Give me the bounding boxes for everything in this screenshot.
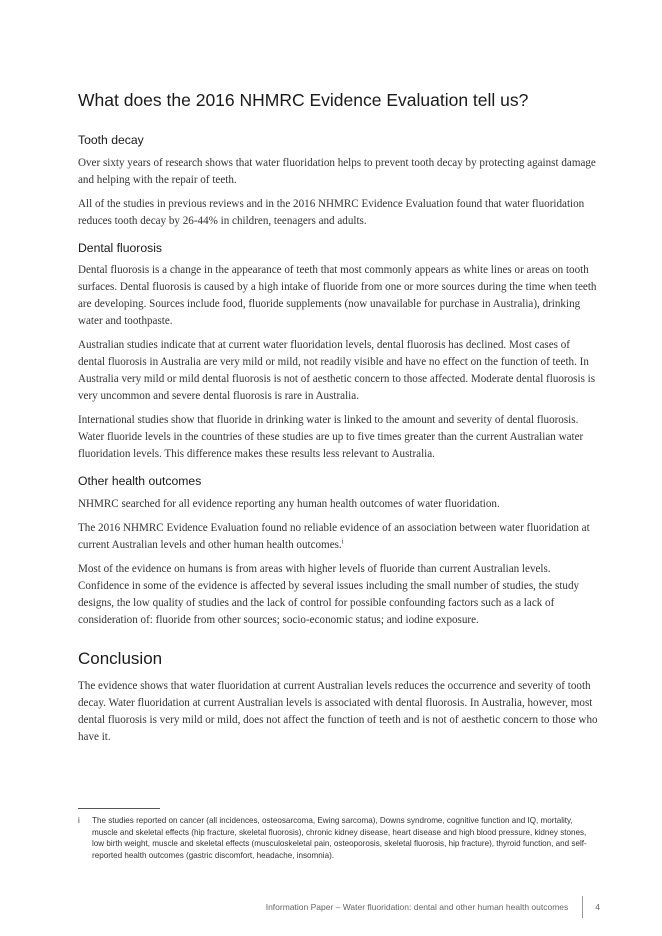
paragraph: Dental fluorosis is a change in the appearance of teeth that most commonly appears as white lines or areas on tooth surfaces. Dental fluorosis is caused by a high intake of fluoride from one or more sources during the time when teeth are developing. Sources include food, fluoride supplements (now unavailable for purchase in Australia), drinking water and toothpaste. (78, 264, 597, 328)
page-number: 4 (595, 902, 600, 912)
section-title-dental-fluorosis: Dental fluorosis (78, 240, 162, 255)
section-dental-fluorosis (78, 241, 598, 464)
section-title-tooth-decay: Tooth decay (78, 133, 144, 147)
main-content (78, 90, 598, 753)
paragraph: International studies show that fluoride in drinking water is linked to the amount and severity of dental fluorosis. Water fluoride levels in the countries of these studies are up to five times greater than the current Australian water fluoridation levels. This difference makes these results less relevant to Australia. (78, 414, 584, 461)
footnote (78, 815, 598, 861)
paragraph: NHMRC searched for all evidence reporting any human health outcomes of water fluoridation. (78, 497, 500, 510)
footnote-reference: i (341, 537, 344, 546)
footnote-divider (78, 808, 160, 809)
paragraph: Over sixty years of research shows that water fluoridation helps to prevent tooth decay by protecting against damage and helping with the repair of teeth. (78, 156, 596, 186)
paragraph: The evidence shows that water fluoridation at current Australian levels reduces the occurrence and severity of tooth decay. Water fluoridation at current Australian levels is associated with dental fluorosis. In Australia, however, most dental fluorosis is very mild or mild, does not affect the function of teeth and is not of aesthetic concern to those who have it. (78, 680, 598, 744)
section-title-conclusion: Conclusion (78, 648, 163, 668)
section-title-other-outcomes: Other health outcomes (78, 474, 202, 489)
paragraph-with-footnote (78, 520, 598, 554)
footnote-mark: i (78, 816, 80, 825)
section-conclusion (78, 649, 598, 746)
paragraph: Most of the evidence on humans is from areas with higher levels of fluoride than current Australian levels. Confidence in some of the evidence is affected by several issues including the small number of studies, the study designs, the low quality of studies and the lack of control for possible confounding factors such as a lack of consideration of: fluoride from other sources; socio-economic status; and iodine exposure. (78, 562, 580, 626)
footer-divider (582, 896, 583, 918)
footer-title: Information Paper – Water fluoridation: dental and other human health outcomes (265, 902, 569, 912)
paragraph-text: The 2016 NHMRC Evidence Evaluation found no reliable evidence of an association between water fluoridation at current Australian levels and other human health outcomes. (78, 521, 590, 551)
page-heading: What does the 2016 NHMRC Evidence Evaluation tell us? (78, 90, 529, 110)
paragraph: Australian studies indicate that at current water fluoridation levels, dental fluorosis has declined. Most cases of dental fluorosis in Australia are very mild or mild, not readily visible and have no effect on the function of teeth. In Australia very mild or mild dental fluorosis is not of aesthetic concern to those affected. Moderate dental fluorosis is very uncommon and severe dental fluorosis is rare in Australia. (78, 339, 596, 403)
paragraph: All of the studies in previous reviews and in the 2016 NHMRC Evidence Evaluation found that water fluoridation reduces tooth decay by 26-44% in children, teenagers and adults. (78, 197, 585, 227)
page-footer (266, 900, 600, 914)
footnote-text: The studies reported on cancer (all incidences, osteosarcoma, Ewing sarcoma), Downs syndrome, cognitive function and IQ, mortality, muscle and skeletal effects (hip fracture, skeletal fluorosis), chronic kidney disease, heart disease and high blood pressure, kidney stones, low birth weight, muscle and skeletal effects (musculoskeletal pain, osteoporosis, skeletal fluorosis, hip fracture), thyroid function, and self-reported health outcomes (gastric discomfort, headache, insomnia). (92, 816, 587, 860)
section-tooth-decay (78, 133, 598, 230)
section-other-health-outcomes (78, 474, 598, 629)
